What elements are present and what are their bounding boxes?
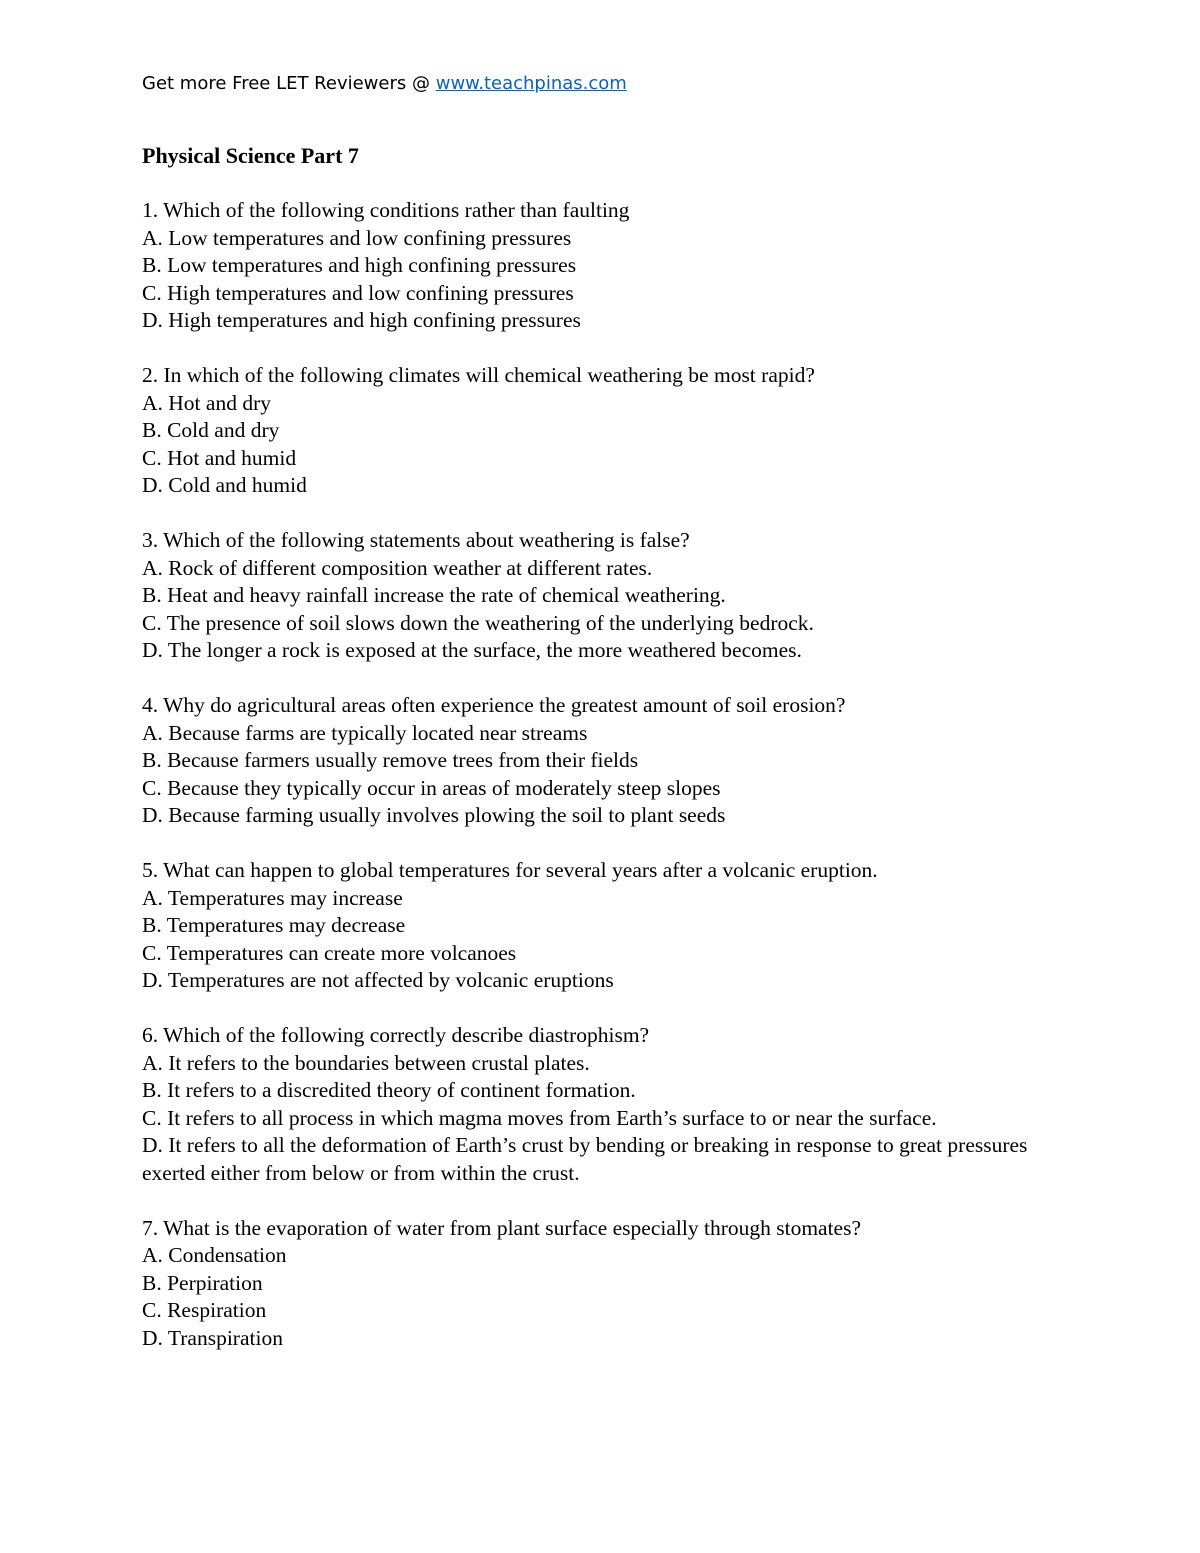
- option-d: D. Transpiration: [142, 1325, 283, 1350]
- option-c: C. Respiration: [142, 1298, 267, 1322]
- question-text: 3. Which of the following statements about weathering is false?: [142, 528, 690, 552]
- option-c: C. High temperatures and low confining pressures: [142, 280, 574, 305]
- question-text: 2. In which of the following climates will chemical weathering be most rapid?: [142, 363, 815, 387]
- question-text: 1. Which of the following conditions rather than faulting: [142, 198, 630, 222]
- option-b: B. Perpiration: [142, 1270, 263, 1295]
- option-a: A. It refers to the boundaries between crustal plates.: [142, 1050, 590, 1075]
- option-d: D. Cold and humid: [142, 473, 307, 497]
- question-6: [142, 1022, 1142, 1187]
- option-d: D. Because farming usually involves plowing the soil to plant seeds: [142, 803, 726, 827]
- option-c: C. Temperatures can create more volcanoes: [142, 940, 517, 965]
- option-d: D. It refers to all the deformation of Earth’s crust by bending or breaking in response to great pressures exerted either from below or from within the crust.: [142, 1133, 1028, 1185]
- question-text: 4. Why do agricultural areas often experience the greatest amount of soil erosion?: [142, 693, 846, 717]
- option-d: D. The longer a rock is exposed at the surface, the more weathered becomes.: [142, 638, 802, 662]
- header-prefix: Get more Free LET Reviewers @: [142, 73, 436, 94]
- document-page: [142, 70, 1142, 1380]
- question-1: [142, 197, 1142, 335]
- question-text: 5. What can happen to global temperatures for several years after a volcanic eruption.: [142, 858, 878, 882]
- option-c: C. It refers to all process in which magma moves from Earth’s surface to or near the surface.: [142, 1105, 937, 1130]
- question-2: [142, 362, 1142, 500]
- option-a: A. Condensation: [142, 1243, 287, 1267]
- option-a: A. Hot and dry: [142, 390, 271, 415]
- question-3: [142, 527, 1142, 665]
- question-7: [142, 1215, 1142, 1353]
- option-b: B. Temperatures may decrease: [142, 913, 406, 937]
- option-a: A. Because farms are typically located near streams: [142, 720, 588, 745]
- option-a: A. Low temperatures and low confining pressures: [142, 225, 572, 250]
- question-text: 7. What is the evaporation of water from plant surface especially through stomates?: [142, 1215, 862, 1240]
- option-a: A. Temperatures may increase: [142, 885, 403, 910]
- option-b: B. Heat and heavy rainfall increase the rate of chemical weathering.: [142, 583, 726, 607]
- option-b: B. Cold and dry: [142, 418, 280, 442]
- page-header: [142, 70, 1142, 98]
- option-c: C. Hot and humid: [142, 445, 297, 470]
- option-b: B. Because farmers usually remove trees from their fields: [142, 748, 639, 772]
- question-5: [142, 857, 1142, 995]
- option-d: D. High temperatures and high confining pressures: [142, 308, 581, 332]
- option-c: C. The presence of soil slows down the weathering of the underlying bedrock.: [142, 610, 814, 635]
- option-b: B. It refers to a discredited theory of continent formation.: [142, 1078, 636, 1102]
- option-c: C. Because they typically occur in areas of moderately steep slopes: [142, 775, 721, 800]
- question-list: [142, 197, 1142, 1352]
- option-a: A. Rock of different composition weather at different rates.: [142, 555, 653, 580]
- question-4: [142, 692, 1142, 830]
- question-text: 6. Which of the following correctly describe diastrophism?: [142, 1023, 650, 1047]
- option-b: B. Low temperatures and high confining pressures: [142, 253, 577, 277]
- teachpinas-link[interactable]: www.teachpinas.com: [435, 73, 627, 94]
- document-title: Physical Science Part 7: [142, 143, 359, 168]
- option-d: D. Temperatures are not affected by volcanic eruptions: [142, 968, 614, 992]
